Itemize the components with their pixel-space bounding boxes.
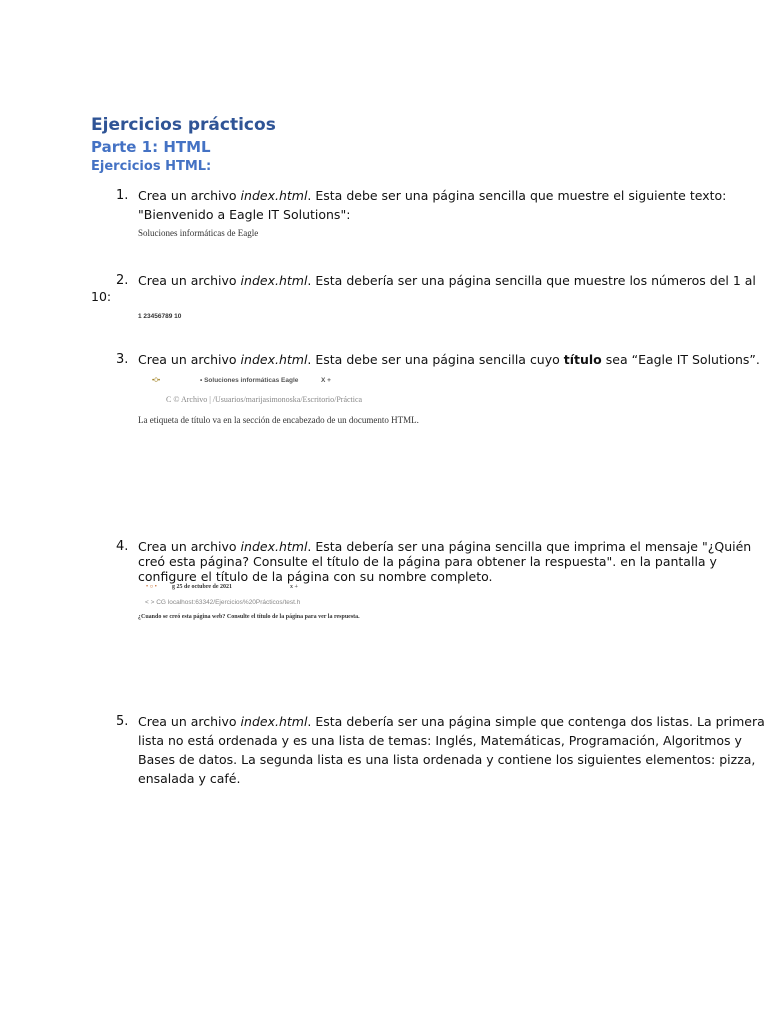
exercise-number: 5. [116,714,129,729]
example-output: La etiqueta de título va en la sección de encabezado de un documento HTML. [138,415,419,425]
exercise-text-line-3: Bases de datos. La segunda lista es una lista ordenada y contiene los siguientes elementos: pizza, [138,752,756,767]
exercise-text-line-2: "Bienvenido a Eagle IT Solutions": [138,207,351,222]
tab-close-icon: x + [290,584,298,590]
exercise-text-line-2: creó esta página? Consulte el título de la página para obtener la respuesta". en la pantalla y [138,554,717,569]
address-bar: < > CG localhost:63342/Ejercicios%20Prácticos/test.h [145,599,301,606]
exercise-number: 4. [116,539,129,554]
exercise-number: 3. [116,352,129,367]
browser-tab-title: • Soluciones informáticas Eagle [200,377,299,384]
document-title: Ejercicios prácticos [91,115,276,135]
exercise-text-line-2: lista no está ordenada y es una lista de temas: Inglés, Matemáticas, Programación, Algoritmos y [138,733,742,748]
window-controls-icon: •0• [152,377,161,384]
exercise-number: 1. [116,188,129,203]
filename: index.html [240,714,308,729]
filename: index.html [240,352,308,367]
exercise-text-line-1: Crea un archivo index.html. Esta debe ser una página sencilla cuyo título sea “Eagle IT Solutions”. [138,352,760,367]
exercise-number: 2. [116,273,129,288]
example-output: Soluciones informáticas de Eagle [138,228,259,238]
window-controls-icon: • ○ • [146,584,157,590]
exercise-text-line-2: 10: [91,289,112,304]
tab-close-icon: X + [321,377,331,384]
part-heading: Parte 1: HTML [91,138,211,156]
bold-term: título [563,352,602,367]
exercise-text-line-1: Crea un archivo index.html. Esta debe ser una página sencilla que muestre el siguiente texto: [138,188,727,203]
exercise-text-line-1: Crea un archivo index.html. Esta debería ser una página sencilla que muestre los números del 1 al [138,273,756,288]
example-output: ¿Cuando se creó esta página web? Consulte el título de la página para ver la respuesta. [138,614,360,620]
exercise-text-line-3: configure el título de la página con su nombre completo. [138,569,493,584]
address-bar: C © Archivo | /Usuarios/marijasimonoska/Escritorio/Práctica [166,395,363,404]
exercise-text-line-1: Crea un archivo index.html. Esta debería ser una página sencilla que imprima el mensaje "¿Quién [138,539,752,554]
example-output: 1 23456789 10 [138,313,182,320]
filename: index.html [240,188,308,203]
exercise-text-line-1: Crea un archivo index.html. Esta debería ser una página simple que contenga dos listas. La primera [138,714,765,729]
filename: index.html [240,273,308,288]
browser-tab-title: g 25 de octubre de 2021 [172,584,233,590]
filename: index.html [240,539,308,554]
section-heading: Ejercicios HTML: [91,159,212,174]
exercise-text-line-4: ensalada y café. [138,771,241,786]
